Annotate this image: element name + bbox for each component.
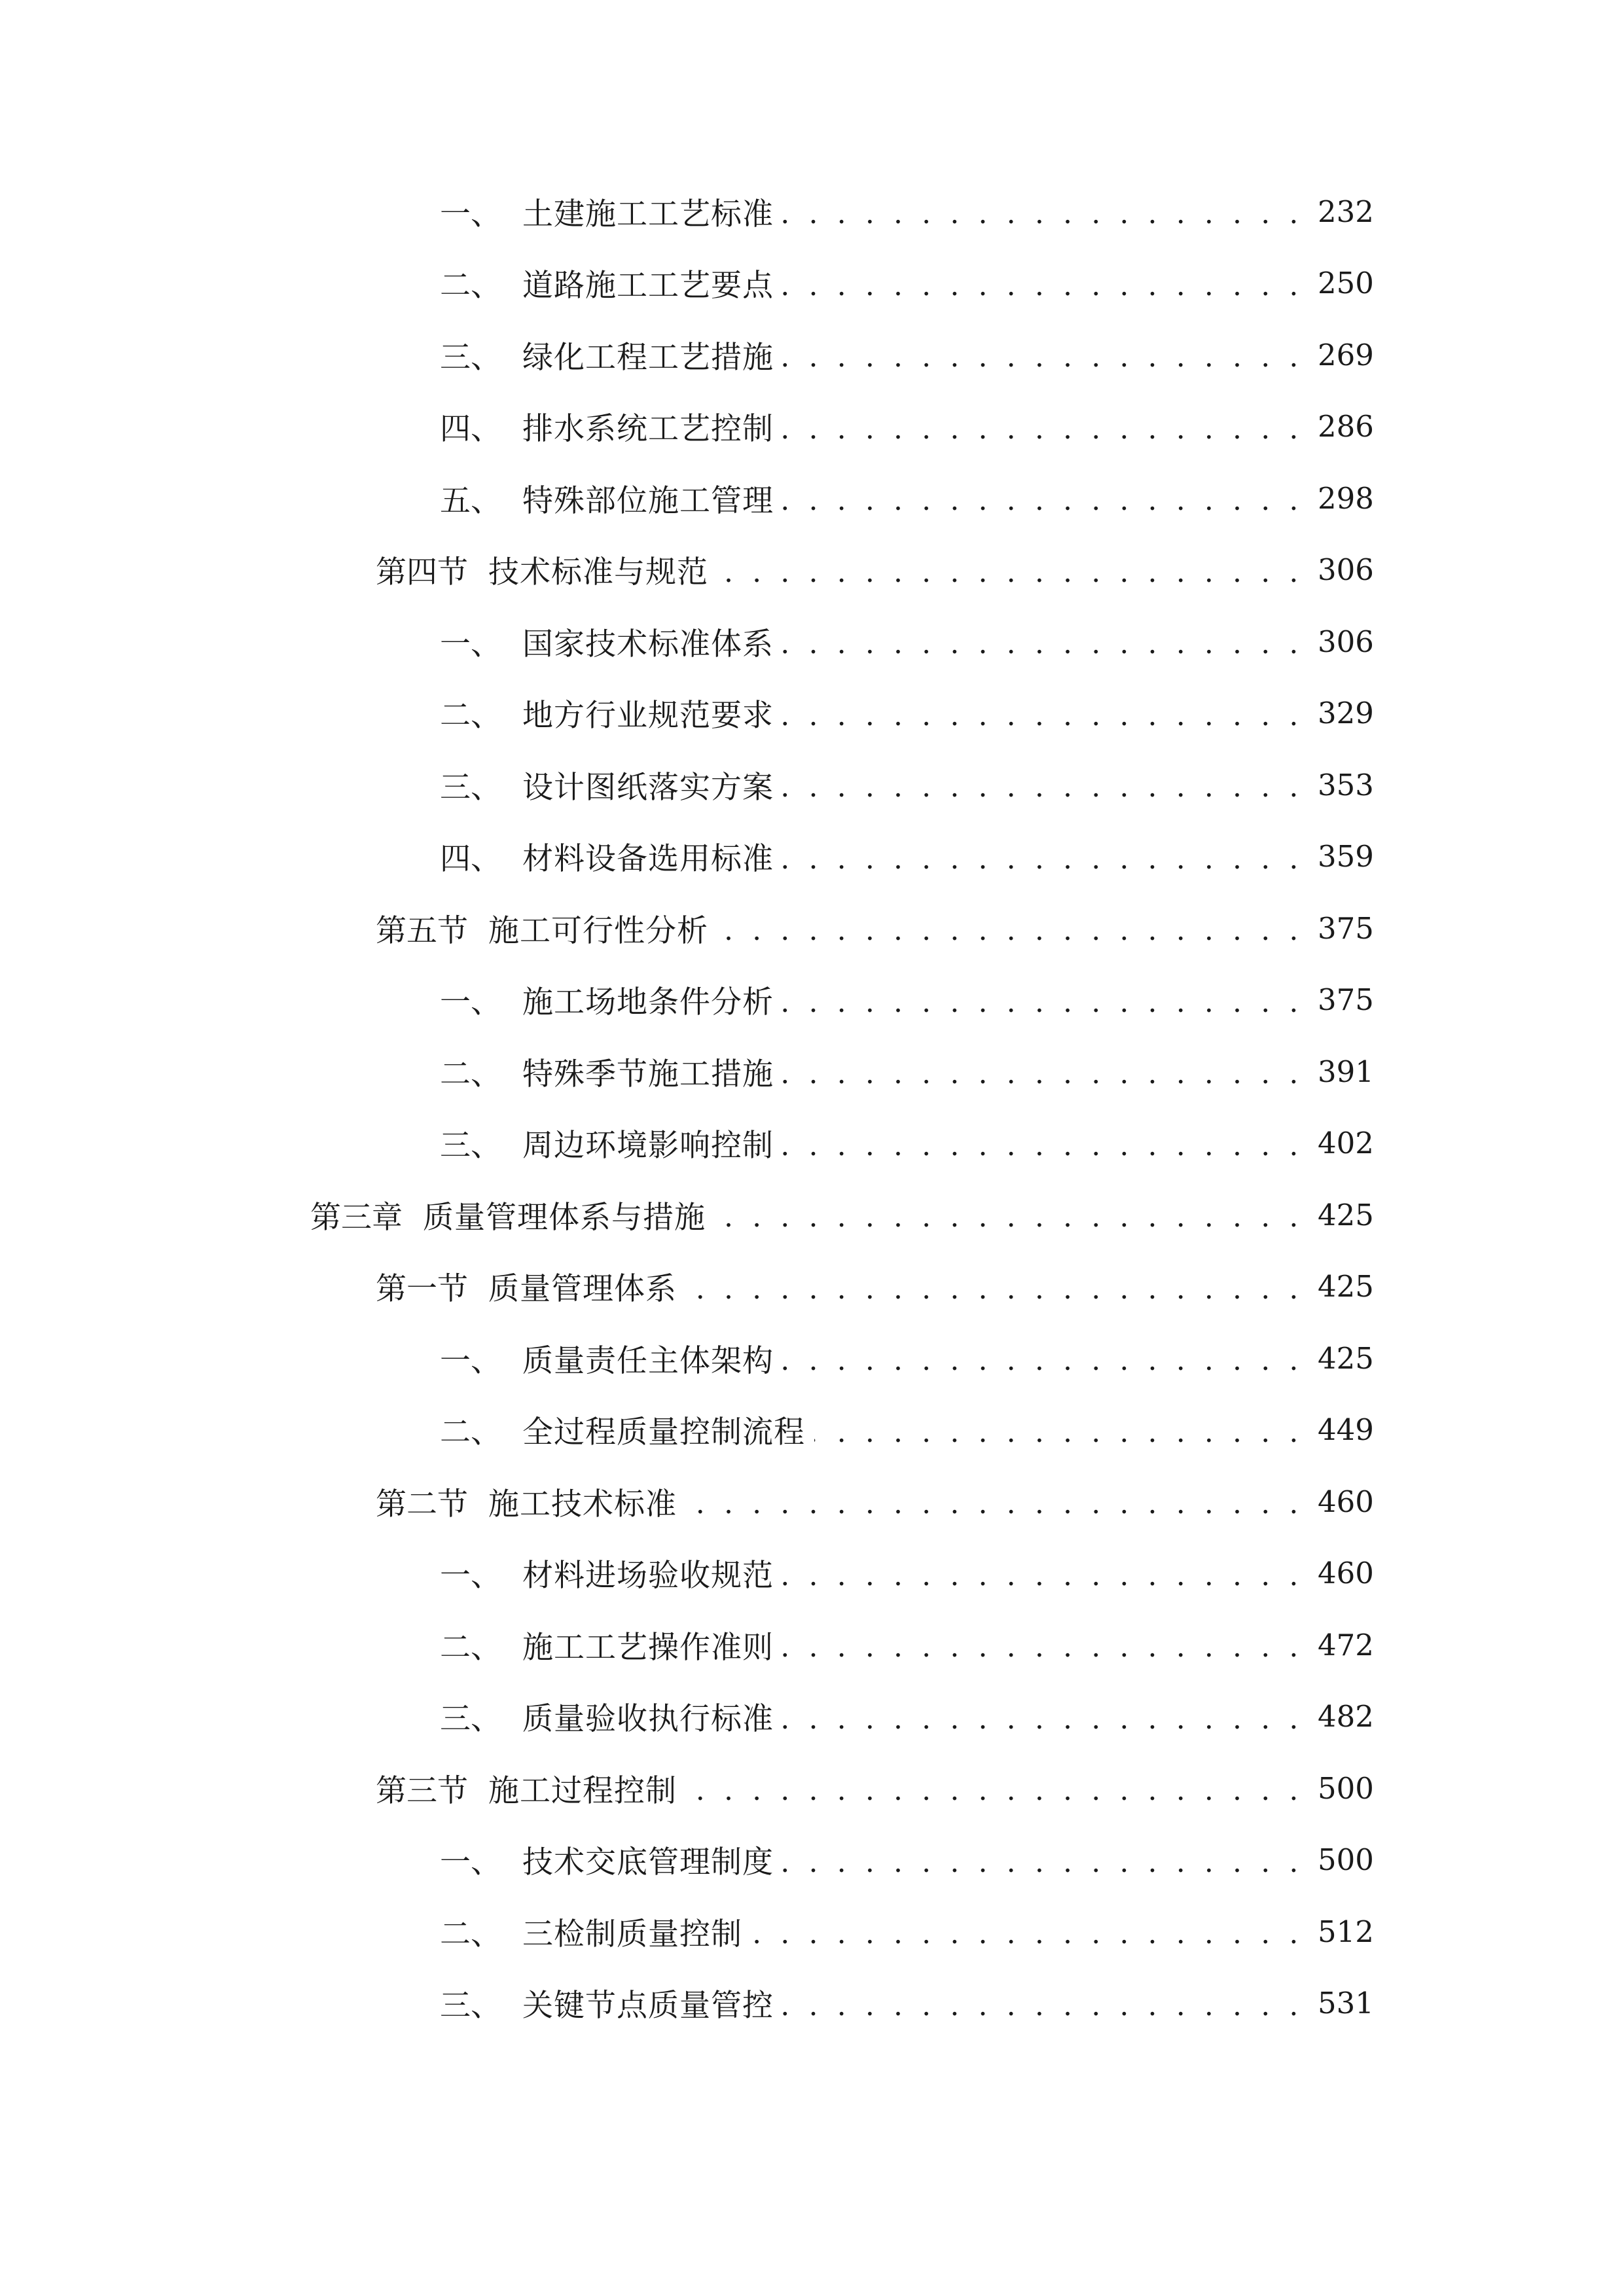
toc-entry-page-number: 298 — [1318, 480, 1374, 516]
toc-entry-number: 第五节 — [376, 912, 468, 949]
toc-dot-leader — [783, 837, 1303, 876]
toc-dot-leader — [686, 1267, 1303, 1306]
toc-entry-page-number: 329 — [1318, 696, 1374, 730]
toc-entry-number: 一、 — [440, 1844, 501, 1880]
toc-entry[interactable] — [440, 397, 1374, 456]
toc-dot-leader — [783, 1697, 1303, 1736]
toc-dot-leader — [783, 694, 1303, 733]
toc-entry-page-number: 425 — [1318, 1340, 1374, 1376]
toc-entry[interactable] — [440, 1329, 1374, 1388]
toc-dot-leader — [783, 1625, 1303, 1664]
toc-dot-leader — [783, 1554, 1303, 1593]
toc-entry-page-number: 359 — [1318, 839, 1374, 874]
toc-entry-page-number: 375 — [1318, 982, 1374, 1017]
toc-entry[interactable] — [440, 1902, 1374, 1961]
toc-entry-title: 土建施工工艺标准 — [522, 196, 774, 232]
toc-entry-title: 材料设备选用标准 — [522, 841, 774, 877]
toc-entry-number: 第二节 — [376, 1486, 468, 1522]
toc-entry[interactable] — [310, 1185, 1374, 1244]
toc-entry-title: 周边环境影响控制 — [522, 1128, 774, 1164]
toc-entry-title: 技术交底管理制度 — [522, 1844, 774, 1880]
toc-entry-page-number: 512 — [1318, 1914, 1374, 1949]
toc-entry-page-number: 250 — [1318, 266, 1374, 300]
toc-entry-page-number: 472 — [1318, 1627, 1374, 1662]
toc-entry-page-number: 449 — [1318, 1412, 1374, 1447]
toc-entry-page-number: 375 — [1318, 910, 1374, 946]
toc-entry-page-number: 391 — [1318, 1054, 1374, 1089]
toc-entry-title: 三检制质量控制 — [522, 1916, 742, 1952]
toc-entry-number: 一、 — [440, 984, 501, 1020]
toc-entry[interactable] — [440, 1401, 1374, 1460]
toc-entry[interactable] — [440, 755, 1374, 814]
toc-entry-title: 施工工艺操作准则 — [522, 1629, 774, 1666]
toc-entry-page-number: 500 — [1318, 1770, 1374, 1806]
toc-dot-leader — [715, 1195, 1303, 1234]
toc-entry-number: 第一节 — [376, 1271, 468, 1307]
toc-entry[interactable] — [440, 182, 1374, 241]
toc-entry-number: 三、 — [440, 1988, 501, 2024]
toc-dot-leader — [783, 1984, 1303, 2023]
toc-entry-page-number: 482 — [1318, 1699, 1374, 1734]
toc-entry-number: 二、 — [440, 1056, 501, 1092]
toc-entry[interactable] — [440, 1974, 1374, 2033]
toc-entry-title: 地方行业规范要求 — [522, 698, 774, 734]
toc-entry-number: 二、 — [440, 698, 501, 734]
toc-entry-number: 三、 — [440, 1701, 501, 1737]
toc-entry[interactable] — [440, 1615, 1374, 1674]
toc-entry-number: 第四节 — [376, 554, 468, 590]
toc-dot-leader — [783, 1124, 1303, 1163]
toc-entry-number: 二、 — [440, 1629, 501, 1666]
toc-entry[interactable] — [440, 1042, 1374, 1101]
toc-dot-leader — [783, 192, 1303, 231]
toc-entry[interactable] — [440, 971, 1374, 1030]
toc-dot-leader — [783, 622, 1303, 661]
toc-entry-title: 特殊季节施工措施 — [522, 1056, 774, 1092]
toc-entry-page-number: 425 — [1318, 1197, 1374, 1232]
toc-entry-number: 第三节 — [376, 1772, 468, 1809]
toc-entry-title: 材料进场验收规范 — [522, 1558, 774, 1594]
toc-entry-page-number: 425 — [1318, 1269, 1374, 1304]
toc-entry-title: 施工技术标准 — [488, 1486, 677, 1522]
toc-entry[interactable] — [376, 1257, 1374, 1316]
toc-entry-page-number: 402 — [1318, 1126, 1374, 1160]
toc-entry-title: 质量管理体系 — [488, 1271, 677, 1307]
toc-entry-page-number: 460 — [1318, 1556, 1374, 1590]
toc-entry[interactable] — [440, 1114, 1374, 1173]
toc-entry-title: 绿化工程工艺措施 — [522, 339, 774, 376]
toc-dot-leader — [717, 550, 1303, 590]
toc-entry-page-number: 286 — [1318, 409, 1374, 444]
toc-entry-number: 第三章 — [310, 1199, 403, 1236]
toc-entry-number: 三、 — [440, 1128, 501, 1164]
toc-entry-number: 一、 — [440, 626, 501, 662]
toc-entry[interactable] — [440, 684, 1374, 743]
toc-entry-title: 质量验收执行标准 — [522, 1701, 774, 1737]
toc-dot-leader — [814, 1410, 1303, 1450]
toc-entry-title: 全过程质量控制流程 — [522, 1414, 805, 1450]
toc-entry-page-number: 500 — [1318, 1842, 1374, 1877]
toc-dot-leader — [751, 1912, 1303, 1951]
toc-entry[interactable] — [440, 1831, 1374, 1890]
toc-entry-number: 四、 — [440, 841, 501, 877]
toc-entry-number: 二、 — [440, 1414, 501, 1450]
toc-dot-leader — [783, 264, 1303, 303]
toc-dot-leader — [783, 765, 1303, 804]
toc-entry-title: 国家技术标准体系 — [522, 626, 774, 662]
toc-entry[interactable] — [376, 1472, 1374, 1531]
toc-dot-leader — [717, 908, 1303, 948]
toc-entry-title: 质量管理体系与措施 — [423, 1199, 706, 1236]
toc-entry-number: 一、 — [440, 196, 501, 232]
toc-dot-leader — [783, 1338, 1303, 1378]
toc-entry-number: 四、 — [440, 411, 501, 447]
toc-entry-page-number: 306 — [1318, 552, 1374, 587]
toc-entry[interactable] — [440, 325, 1374, 384]
toc-entry-page-number: 460 — [1318, 1484, 1374, 1519]
toc-entry-page-number: 353 — [1318, 767, 1374, 802]
toc-dot-leader — [783, 1052, 1303, 1091]
toc-entry-number: 一、 — [440, 1342, 501, 1379]
toc-entry-number: 二、 — [440, 1916, 501, 1952]
toc-entry-page-number: 306 — [1318, 624, 1374, 659]
toc-entry-page-number: 269 — [1318, 337, 1374, 372]
toc-entry-number: 三、 — [440, 339, 501, 376]
toc-entry-page-number: 531 — [1318, 1986, 1374, 2020]
toc-entry-title: 排水系统工艺控制 — [522, 411, 774, 447]
toc-entry-title: 关键节点质量管控 — [522, 1988, 774, 2024]
toc-dot-leader — [686, 1768, 1303, 1808]
toc-entry[interactable] — [440, 827, 1374, 886]
toc-entry-title: 特殊部位施工管理 — [522, 482, 774, 519]
toc-entry-title: 道路施工工艺要点 — [522, 268, 774, 304]
toc-entry-number: 一、 — [440, 1558, 501, 1594]
toc-entry-number: 三、 — [440, 769, 501, 806]
toc-dot-leader — [783, 407, 1303, 446]
toc-entry-number: 二、 — [440, 268, 501, 304]
toc-entry-title: 施工可行性分析 — [488, 912, 708, 949]
toc-entry[interactable] — [440, 254, 1374, 313]
toc-entry[interactable] — [440, 1687, 1374, 1746]
toc-entry-title: 技术标准与规范 — [488, 554, 708, 590]
toc-entry-page-number: 232 — [1318, 194, 1374, 229]
toc-entry-number: 五、 — [440, 482, 501, 519]
toc-entry[interactable] — [440, 469, 1374, 528]
toc-entry-title: 设计图纸落实方案 — [522, 769, 774, 806]
toc-dot-leader — [686, 1482, 1303, 1521]
toc-entry-title: 施工场地条件分析 — [522, 984, 774, 1020]
toc-entry[interactable] — [440, 612, 1374, 671]
toc-entry[interactable] — [376, 1759, 1374, 1818]
toc-entry[interactable] — [376, 899, 1374, 958]
toc-dot-leader — [783, 1840, 1303, 1880]
toc-dot-leader — [783, 980, 1303, 1020]
toc-dot-leader — [783, 335, 1303, 374]
toc-dot-leader — [783, 478, 1303, 518]
toc-entry-title: 质量责任主体架构 — [522, 1342, 774, 1379]
toc-entry[interactable] — [440, 1544, 1374, 1603]
toc-entry[interactable] — [376, 541, 1374, 600]
toc-entry-title: 施工过程控制 — [488, 1772, 677, 1809]
